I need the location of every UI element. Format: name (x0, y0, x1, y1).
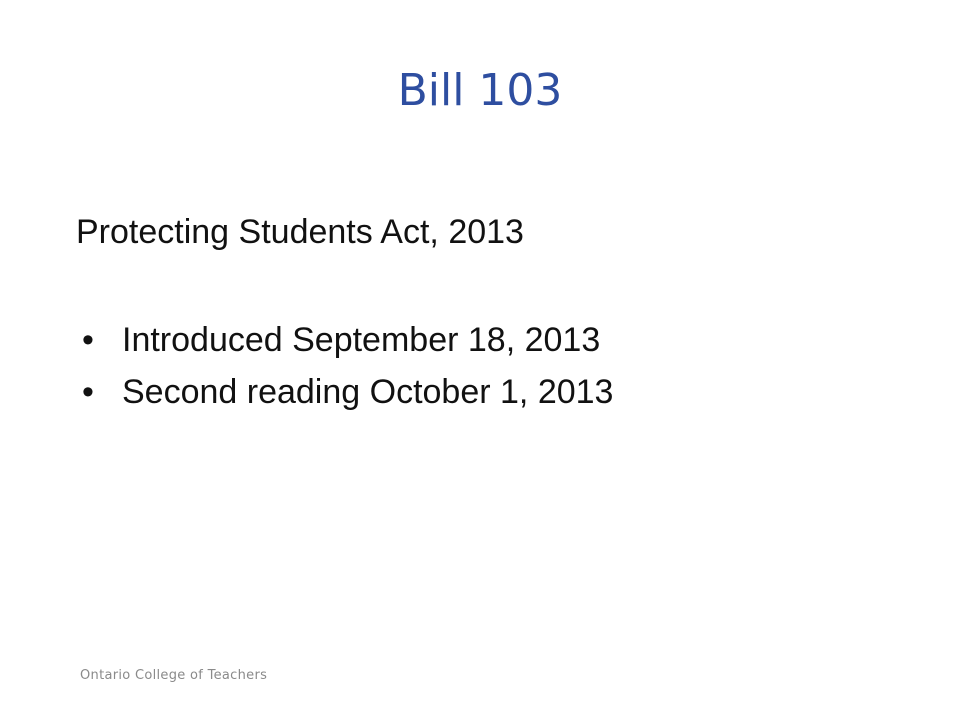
bullet-text: Second reading October 1, 2013 (122, 373, 614, 411)
bullet-list (76, 320, 896, 414)
bullet-text: Introduced September 18, 2013 (122, 321, 601, 359)
slide-title: Bill 103 (397, 65, 563, 116)
bullet-item (76, 372, 896, 414)
bullet-item (76, 320, 896, 362)
slide-body (76, 212, 896, 424)
bullet-icon: • (82, 321, 94, 359)
bullet-icon: • (82, 373, 94, 411)
slide-footer: Ontario College of Teachers (80, 668, 268, 683)
slide-subtitle: Protecting Students Act, 2013 (76, 213, 524, 251)
